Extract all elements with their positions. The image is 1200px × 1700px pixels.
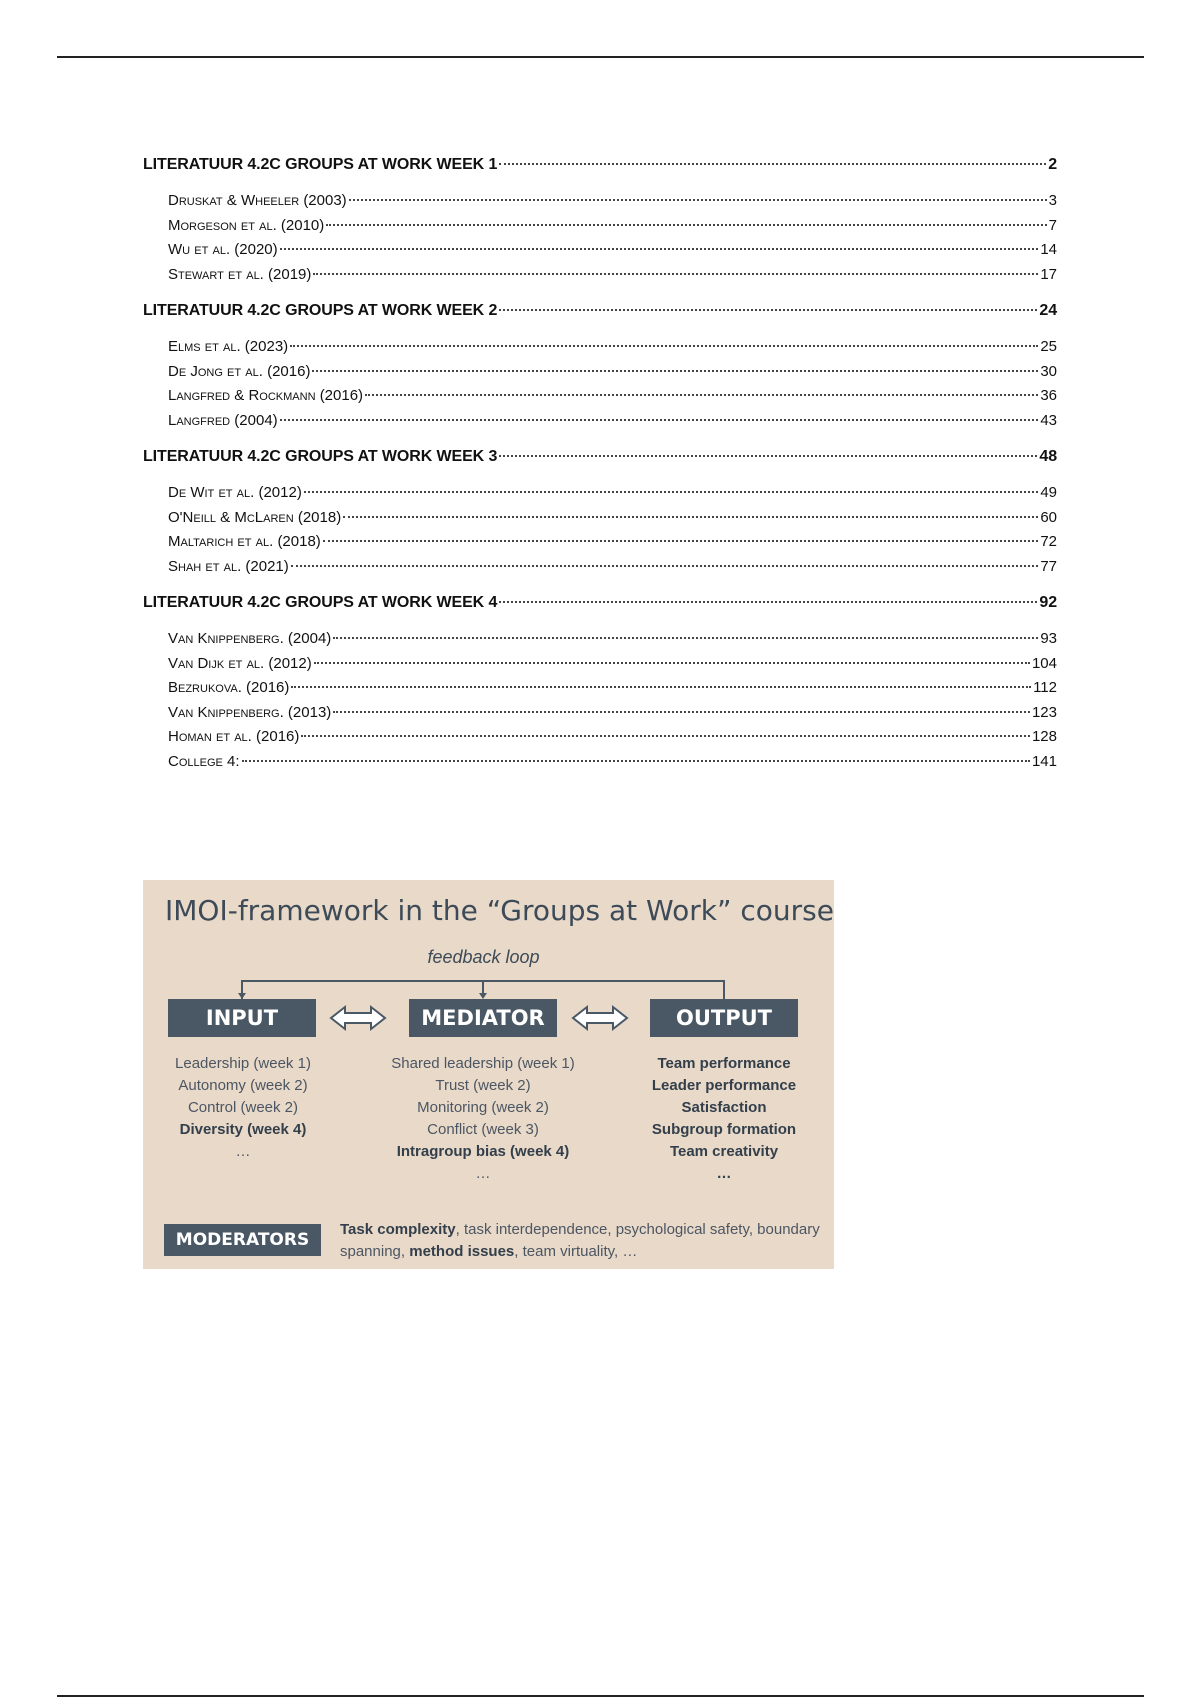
toc-entry-label: Homan et al. (2016) (168, 728, 300, 745)
output-item: Team creativity (669, 1143, 779, 1160)
toc-heading-page: 2 (1048, 156, 1057, 173)
toc-entry-page: 104 (1031, 654, 1057, 672)
dot-leader (333, 637, 1038, 639)
toc-entry-page: 43 (1040, 411, 1057, 429)
toc-entry[interactable] (168, 217, 1057, 242)
moderators-text-part: , team virtuality, … (514, 1243, 638, 1260)
toc-entry-label: Langfred (2004) (168, 411, 278, 429)
toc-entry-page: 112 (1033, 679, 1057, 696)
toc-entry-page: 93 (1040, 630, 1057, 647)
imoi-framework-figure (143, 880, 834, 1269)
toc-entry-label: Van Knippenberg. (2013) (168, 703, 332, 721)
dot-leader (312, 370, 1038, 372)
input-list (143, 1053, 343, 1163)
dot-leader (323, 540, 1039, 542)
toc-entry-label: Van Dijk et al. (2012) (168, 654, 312, 672)
dot-leader (499, 601, 1037, 603)
dot-leader (291, 686, 1031, 688)
toc-heading-page: 92 (1039, 594, 1057, 611)
toc-entry-label: College 4: (168, 752, 240, 770)
output-item: … (716, 1165, 732, 1182)
dot-leader (280, 419, 1039, 421)
dot-leader (304, 491, 1039, 493)
double-arrow-icon (331, 1007, 385, 1029)
double-arrow-icon (573, 1007, 627, 1029)
toc-heading-label: LITERATUUR 4.2C GROUPS AT WORK WEEK 2 (143, 302, 498, 319)
toc-entry[interactable] (168, 655, 1057, 680)
toc-entry[interactable] (168, 509, 1057, 534)
toc-entry-label: Bezrukova. (2016) (168, 679, 290, 696)
toc-entry[interactable] (168, 338, 1057, 363)
mediator-box: MEDIATOR (409, 999, 557, 1037)
moderators-text-part: , task interdependence, psychological safety, boundary spanning, (340, 1221, 820, 1260)
toc-entry-page: 77 (1040, 557, 1057, 575)
mediator-item: Monitoring (week 2) (417, 1099, 549, 1116)
toc-entry-page: 14 (1040, 241, 1057, 258)
toc-heading-label: LITERATUUR 4.2C GROUPS AT WORK WEEK 4 (143, 594, 498, 611)
dot-leader (365, 394, 1038, 396)
input-item: Autonomy (week 2) (178, 1077, 308, 1094)
dot-leader (333, 711, 1030, 713)
mediator-item: Shared leadership (week 1) (391, 1055, 575, 1072)
output-list (624, 1053, 824, 1185)
toc-entry-page: 7 (1048, 216, 1057, 234)
input-box: INPUT (168, 999, 316, 1037)
dot-leader (314, 662, 1030, 664)
toc-heading-label: LITERATUUR 4.2C GROUPS AT WORK WEEK 3 (143, 448, 498, 465)
dot-leader (291, 565, 1039, 567)
mediator-item: Trust (week 2) (435, 1077, 531, 1094)
toc-entry[interactable] (168, 484, 1057, 509)
dot-leader (349, 199, 1047, 201)
toc-heading-page: 48 (1039, 448, 1057, 465)
toc-entry-label: Morgeson et al. (2010) (168, 216, 325, 234)
mediator-item: Intragroup bias (week 4) (396, 1143, 570, 1160)
dot-leader (343, 516, 1038, 518)
toc-entry[interactable] (168, 704, 1057, 729)
output-box: OUTPUT (650, 999, 798, 1037)
toc-entry-label: Shah et al. (2021) (168, 557, 289, 575)
toc-entry-page: 17 (1040, 265, 1057, 283)
toc-entry-label: O'Neill & McLaren (2018) (168, 508, 342, 526)
toc-entry[interactable] (168, 533, 1057, 558)
toc-section (143, 448, 1057, 582)
toc-section (143, 156, 1057, 290)
toc-heading-page: 24 (1039, 302, 1057, 319)
toc-entry-label: Langfred & Rockmann (2016) (168, 387, 364, 404)
toc-heading[interactable] (143, 594, 1057, 618)
figure-title: IMOI-framework in the “Groups at Work” course (165, 894, 834, 927)
toc-entry[interactable] (168, 387, 1057, 412)
dot-leader (313, 273, 1038, 275)
footer-rule (57, 1695, 1144, 1697)
toc-entry-page: 60 (1040, 508, 1057, 526)
output-item: Leader performance (651, 1077, 797, 1094)
toc-entry-label: De Jong et al. (2016) (168, 362, 311, 380)
dot-leader (242, 760, 1030, 762)
toc-entry[interactable] (168, 630, 1057, 655)
toc-heading[interactable] (143, 448, 1057, 472)
toc-section (143, 302, 1057, 436)
moderators-text-part: method issues (409, 1243, 515, 1260)
dot-leader (499, 309, 1037, 311)
moderators-text-part: Task complexity (340, 1221, 456, 1238)
toc-entry[interactable] (168, 679, 1057, 704)
toc-entry[interactable] (168, 728, 1057, 753)
output-item: Team performance (657, 1055, 791, 1072)
toc-entry-page: 3 (1048, 192, 1057, 209)
moderators-text (340, 1219, 820, 1263)
toc-entry[interactable] (168, 192, 1057, 217)
toc-entry-label: De Wit et al. (2012) (168, 484, 302, 501)
output-item: Subgroup formation (651, 1121, 797, 1138)
dot-leader (301, 735, 1030, 737)
dot-leader (290, 345, 1038, 347)
toc-entry-page: 128 (1031, 728, 1057, 745)
input-item: Diversity (week 4) (179, 1121, 307, 1138)
toc-entry-label: Maltarich et al. (2018) (168, 533, 321, 550)
mediator-item: … (475, 1165, 491, 1182)
toc-section (143, 594, 1057, 777)
toc-entry-label: Van Knippenberg. (2004) (168, 630, 332, 647)
toc-entry-page: 36 (1040, 387, 1057, 404)
toc-heading[interactable] (143, 156, 1057, 180)
toc-heading[interactable] (143, 302, 1057, 326)
toc-entry[interactable] (168, 241, 1057, 266)
toc-entry-label: Elms et al. (2023) (168, 338, 289, 355)
toc-entry[interactable] (168, 753, 1057, 778)
toc-entry[interactable] (168, 266, 1057, 291)
table-of-contents (143, 156, 1057, 789)
moderators-box: MODERATORS (164, 1224, 321, 1256)
toc-entry-label: Stewart et al. (2019) (168, 265, 312, 283)
toc-entry-label: Druskat & Wheeler (2003) (168, 192, 347, 209)
toc-entry-page: 25 (1040, 338, 1057, 355)
input-item: Control (week 2) (187, 1099, 299, 1116)
toc-entry-page: 30 (1040, 362, 1057, 380)
toc-heading-label: LITERATUUR 4.2C GROUPS AT WORK WEEK 1 (143, 156, 498, 173)
mediator-list (383, 1053, 583, 1185)
dot-leader (326, 224, 1046, 226)
toc-entry-page: 49 (1040, 484, 1057, 501)
toc-entry[interactable] (168, 558, 1057, 583)
input-item: Leadership (week 1) (175, 1055, 311, 1072)
header-rule (57, 56, 1144, 58)
dot-leader (280, 248, 1039, 250)
toc-entry[interactable] (168, 363, 1057, 388)
toc-entry-page: 123 (1031, 703, 1057, 721)
feedback-loop-label: feedback loop (427, 947, 540, 967)
toc-entry-label: Wu et al. (2020) (168, 241, 278, 258)
output-item: Satisfaction (681, 1099, 767, 1116)
toc-entry[interactable] (168, 412, 1057, 437)
mediator-item: Conflict (week 3) (427, 1121, 539, 1138)
dot-leader (499, 455, 1037, 457)
input-item: … (235, 1143, 251, 1160)
toc-entry-page: 141 (1031, 752, 1057, 770)
toc-entry-page: 72 (1040, 533, 1057, 550)
dot-leader (499, 163, 1046, 165)
